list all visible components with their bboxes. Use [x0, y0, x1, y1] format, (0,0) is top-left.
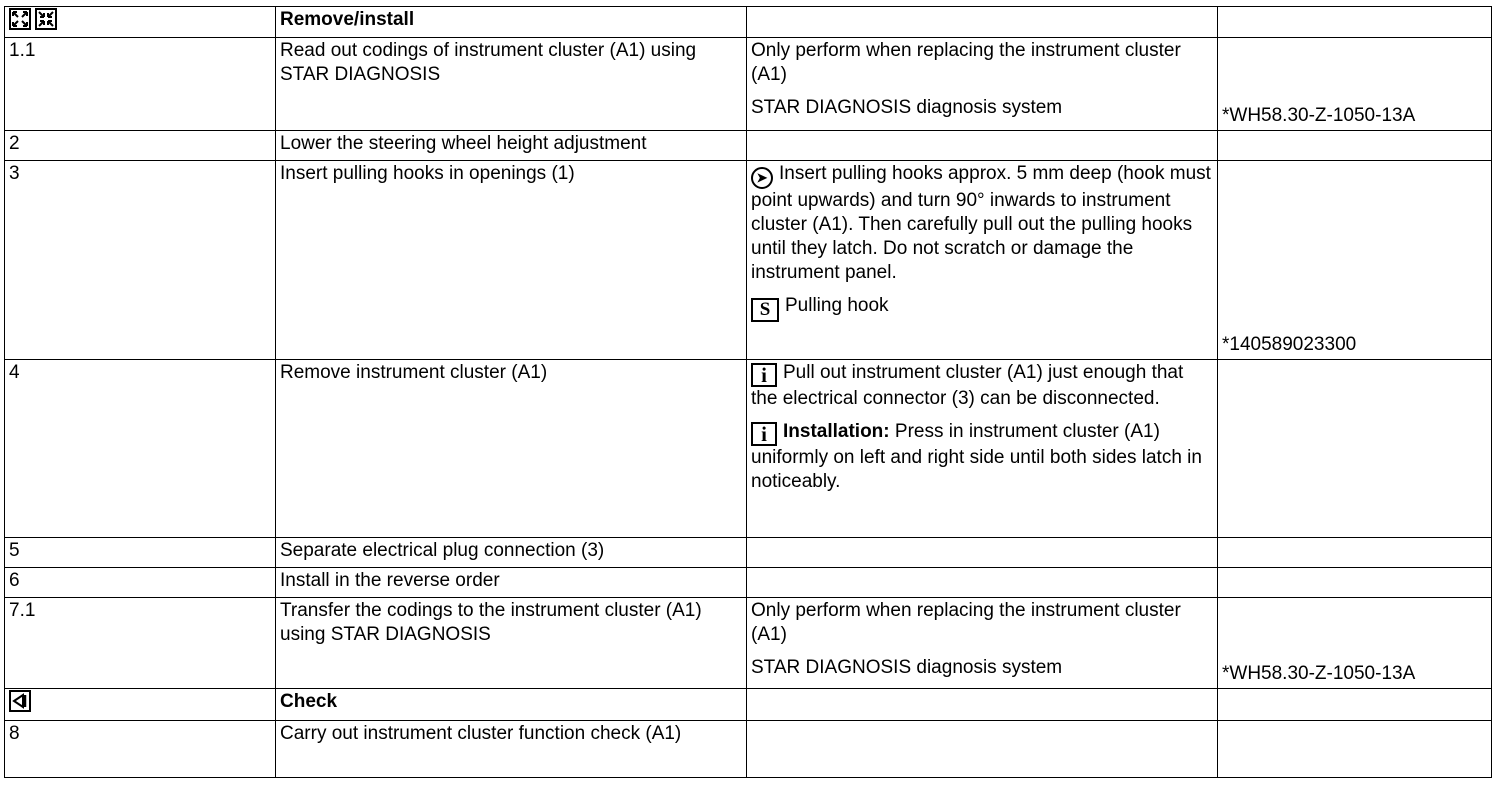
- note-paragraph: [751, 420, 1214, 494]
- note-text: Only perform when replacing the instrument cluster (A1): [751, 600, 1181, 645]
- procedure-table: [4, 6, 1492, 778]
- special-tool-icon: S: [751, 298, 779, 322]
- step-number: 2: [5, 131, 276, 161]
- step-action: Transfer the codings to the instrument cluster (A1) using STAR DIAGNOSIS: [276, 598, 747, 689]
- step-number: 3: [5, 161, 276, 360]
- step-action: Install in the reverse order: [276, 568, 747, 598]
- step-notes: [747, 598, 1218, 689]
- step-number: 1.1: [5, 38, 276, 131]
- note-paragraph: [751, 162, 1214, 285]
- check-flag-icon: [9, 690, 31, 712]
- table-row: [5, 538, 1492, 568]
- info-icon: i: [751, 422, 777, 446]
- section-title: Remove/install: [276, 7, 747, 38]
- note-paragraph: [751, 294, 1214, 322]
- note-text: Insert pulling hooks approx. 5 mm deep (hook must point upwards) and turn 90° inwards to instrument cluster (A1). Then carefully pull out the pulling hooks until they latch. Do not scratch or damage the instrument panel.: [751, 163, 1211, 283]
- table-row: [5, 568, 1492, 598]
- collapse-arrows-icon: [35, 8, 57, 30]
- note-paragraph: [751, 361, 1214, 411]
- table-row: [5, 360, 1492, 538]
- part-number: *WH58.30-Z-1050-13A: [1218, 38, 1492, 131]
- section-title: Check: [276, 689, 747, 721]
- note-text: STAR DIAGNOSIS diagnosis system: [751, 657, 1063, 678]
- table-row: [5, 38, 1492, 131]
- step-action: Insert pulling hooks in openings (1): [276, 161, 747, 360]
- step-number: 8: [5, 721, 276, 778]
- step-number: 6: [5, 568, 276, 598]
- note-label: Installation:: [783, 421, 890, 442]
- step-action: Separate electrical plug connection (3): [276, 538, 747, 568]
- step-number: 5: [5, 538, 276, 568]
- info-icon: i: [751, 363, 777, 387]
- note-text: Only perform when replacing the instrument cluster (A1): [751, 40, 1181, 85]
- step-number: 4: [5, 360, 276, 538]
- arrow-circle-icon: ➤: [751, 167, 773, 189]
- table-row: [5, 721, 1492, 778]
- part-number: *WH58.30-Z-1050-13A: [1218, 598, 1492, 689]
- table-row: [5, 598, 1492, 689]
- note-text: Pulling hook: [785, 295, 889, 316]
- note-text: Press in instrument cluster (A1) uniformly on left and right side until both sides latch in noticeably.: [751, 421, 1202, 492]
- step-notes: [747, 38, 1218, 131]
- section-icons-cell: [5, 689, 276, 721]
- section-header-remove-install: [5, 7, 1492, 38]
- step-notes: [747, 360, 1218, 538]
- step-action: Lower the steering wheel height adjustment: [276, 131, 747, 161]
- part-number: *140589023300: [1218, 161, 1492, 360]
- step-number: 7.1: [5, 598, 276, 689]
- table-row: [5, 131, 1492, 161]
- note-text: Pull out instrument cluster (A1) just enough that the electrical connector (3) can be disconnected.: [751, 362, 1184, 409]
- expand-arrows-icon: [9, 8, 31, 30]
- section-icons-cell: [5, 7, 276, 38]
- section-header-check: [5, 689, 1492, 721]
- step-action: Carry out instrument cluster function check (A1): [276, 721, 747, 778]
- step-action: Remove instrument cluster (A1): [276, 360, 747, 538]
- step-notes: [747, 161, 1218, 360]
- note-text: STAR DIAGNOSIS diagnosis system: [751, 97, 1063, 118]
- step-action: Read out codings of instrument cluster (A1) using STAR DIAGNOSIS: [276, 38, 747, 131]
- table-row: [5, 161, 1492, 360]
